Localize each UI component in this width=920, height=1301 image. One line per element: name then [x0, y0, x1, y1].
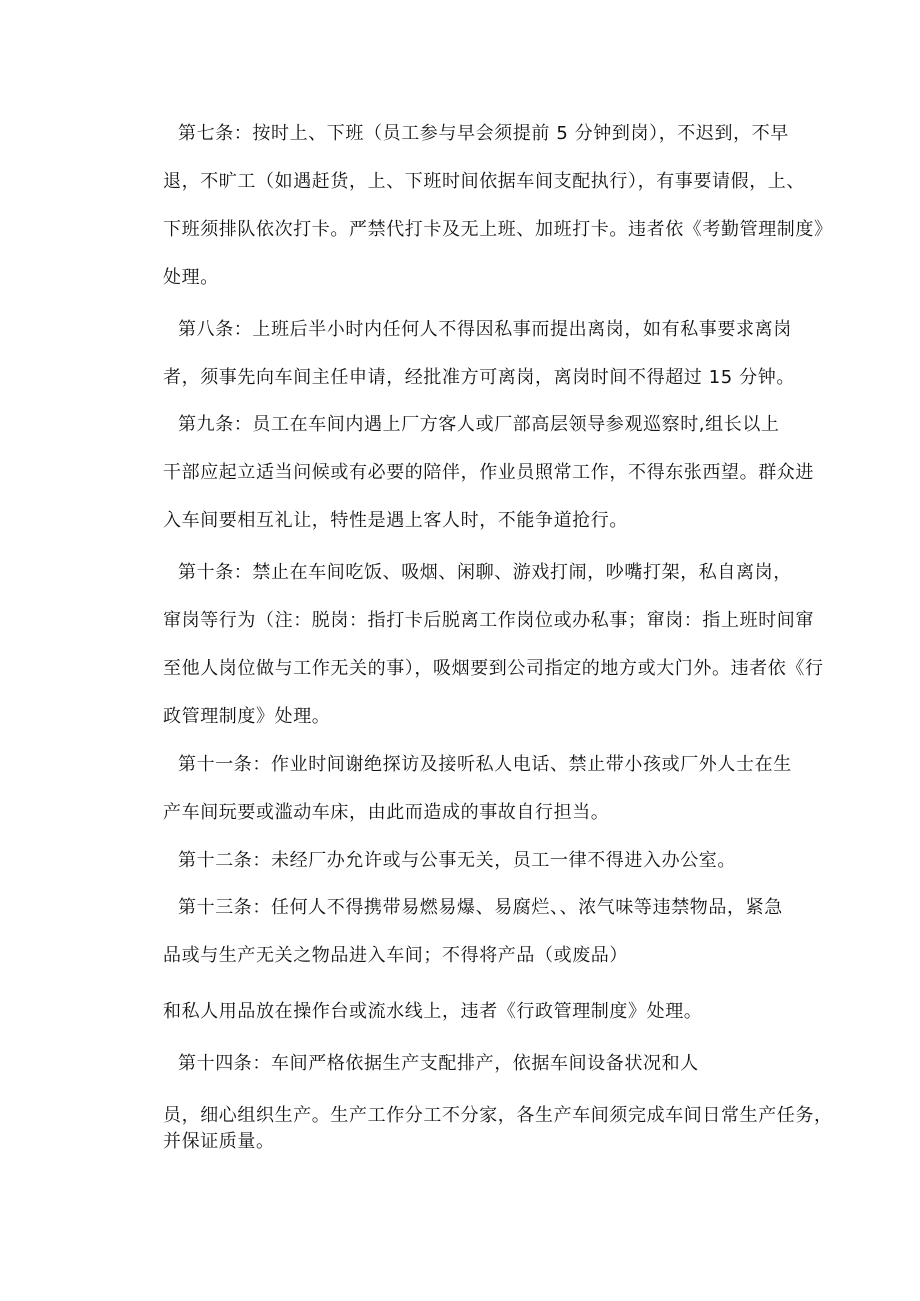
article-7-line-2: 退，不旷工（如遇赶货，上、下班时间依据车间支配执行），有事要请假，上、: [163, 171, 805, 192]
article-9-line-2: 干部应起立适当问候或有必要的陪伴，作业员照常工作，不得东张西望。群众进: [163, 462, 814, 483]
article-14-line-2: 员，细心组织生产。生产工作分工不分家，各生产车间须完成车间日常生产任务，: [163, 1105, 833, 1126]
article-11-line-1: 第十一条：作业时间谢绝探访及接听私人电话、禁止带小孩或厂外人士在生: [178, 754, 792, 775]
article-7-line-4: 处理。: [163, 267, 219, 288]
article-10-line-1: 第十条：禁止在车间吃饭、吸烟、闲聊、游戏打闹，吵嘴打架，私自离岗，: [178, 562, 792, 583]
article-10-line-3: 至他人岗位做与工作无关的事），吸烟要到公司指定的地方或大门外。违者依《行: [163, 658, 824, 679]
article-8-line-1: 第八条：上班后半小时内任何人不得因私事而提出离岗，如有私事要求离岗: [178, 319, 792, 340]
article-12-line-1: 第十二条：未经厂办允许或与公事无关，员工一律不得进入办公室。: [178, 850, 736, 871]
article-7-line-3: 下班须排队依次打卡。严禁代打卡及无上班、加班打卡。违者依《考勤管理制度》: [163, 219, 833, 240]
article-13-line-3: 和私人用品放在操作台或流水线上，违者《行政管理制度》处理。: [163, 1001, 703, 1022]
article-9-line-3: 入车间要相互礼让，特性是遇上客人时，不能争道抢行。: [163, 510, 628, 531]
article-7-line-1: 第七条：按时上、下班（员工参与早会须提前 5 分钟到岗），不迟到，不早: [178, 123, 789, 144]
article-9-line-1: 第九条：员工在车间内遇上厂方客人或厂部高层领导参观巡察时,组长以上: [178, 414, 780, 435]
article-11-line-2: 产车间玩要或滥动车床，由此而造成的事故自行担当。: [163, 802, 610, 823]
article-10-line-4: 政管理制度》处理。: [163, 706, 331, 727]
article-13-line-2: 品或与生产无关之物品进入车间；不得将产品（或废品）: [163, 945, 628, 966]
article-14-line-1: 第十四条：车间严格依据生产支配排产，依据车间设备状况和人: [178, 1053, 699, 1074]
article-13-line-1: 第十三条：任何人不得携带易燃易爆、易腐烂、、浓气味等违禁物品，紧急: [178, 897, 783, 918]
article-14-line-3: 并保证质量。: [163, 1131, 275, 1152]
article-10-line-2: 窜岗等行为（注：脱岗：指打卡后脱离工作岗位或办私事；窜岗：指上班时间窜: [163, 610, 814, 631]
article-8-line-2: 者，须事先向车间主任申请，经批准方可离岗，离岗时间不得超过 15 分钟。: [163, 367, 795, 388]
